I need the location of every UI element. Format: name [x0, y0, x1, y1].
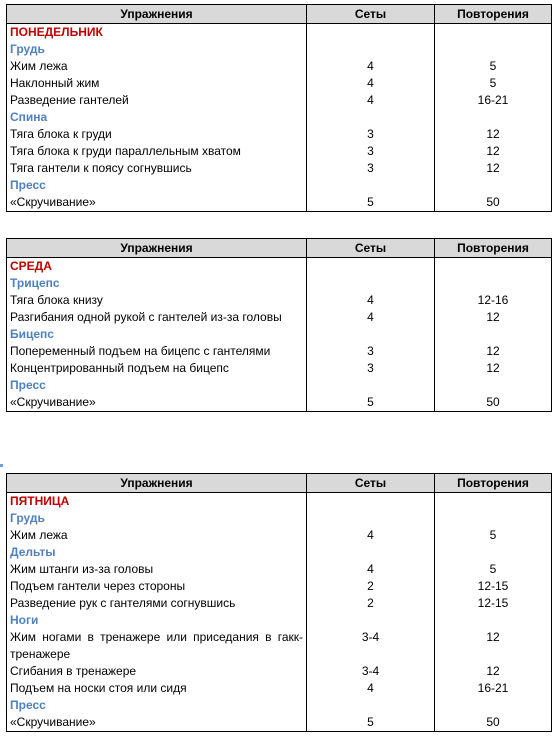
exercise-name: Попеременный подъем на бицепс с гантелями — [7, 343, 307, 360]
muscle-group-title: Пресс — [7, 697, 307, 714]
sets-value: 2 — [307, 578, 435, 595]
exercise-name: Разведение рук с гантелями согнувшись — [7, 595, 307, 612]
reps-value: 50 — [435, 394, 552, 412]
sets-value: 4 — [307, 58, 435, 75]
reps-value: 5 — [435, 561, 552, 578]
reps-value: 50 — [435, 194, 552, 212]
reps-value: 50 — [435, 714, 552, 732]
muscle-group-title: Пресс — [7, 177, 307, 194]
workout-table-wednesday — [6, 238, 552, 412]
table-row — [7, 126, 552, 143]
reps-value: 16-21 — [435, 680, 552, 697]
header-sets: Сеты — [307, 5, 435, 24]
day-row — [7, 24, 552, 42]
reps-value: 12 — [435, 143, 552, 160]
sets-value: 3-4 — [307, 629, 435, 663]
table-row — [7, 394, 552, 412]
group-row — [7, 109, 552, 126]
header-sets: Сеты — [307, 239, 435, 258]
header-reps: Повторения — [435, 474, 552, 493]
sets-value: 4 — [307, 680, 435, 697]
reps-value: 12 — [435, 663, 552, 680]
table-row — [7, 160, 552, 177]
group-row — [7, 275, 552, 292]
muscle-group-title: Грудь — [7, 41, 307, 58]
table-row — [7, 75, 552, 92]
day-row — [7, 258, 552, 276]
sets-value: 4 — [307, 292, 435, 309]
reps-value: 12 — [435, 160, 552, 177]
reps-value: 12-15 — [435, 578, 552, 595]
table-row — [7, 292, 552, 309]
header-reps: Повторения — [435, 5, 552, 24]
group-row — [7, 326, 552, 343]
table-row — [7, 578, 552, 595]
exercise-name: Тяга блока к груди параллельным хватом — [7, 143, 307, 160]
exercise-name: Разведение гантелей — [7, 92, 307, 109]
exercise-name: Жим ногами в тренажере или приседания в гакк-тренажере — [7, 629, 307, 663]
muscle-group-title: Ноги — [7, 612, 307, 629]
sets-value: 3 — [307, 360, 435, 377]
table-row — [7, 527, 552, 544]
group-row — [7, 544, 552, 561]
sets-value: 5 — [307, 194, 435, 212]
muscle-group-title: Спина — [7, 109, 307, 126]
header-reps: Повторения — [435, 239, 552, 258]
reps-value: 16-21 — [435, 92, 552, 109]
exercise-name: Подъем гантели через стороны — [7, 578, 307, 595]
exercise-name: Тяга блока книзу — [7, 292, 307, 309]
table-row — [7, 360, 552, 377]
sets-value: 3 — [307, 160, 435, 177]
sets-value: 4 — [307, 527, 435, 544]
sets-value: 3 — [307, 343, 435, 360]
exercise-name: Подъем на носки стоя или сидя — [7, 680, 307, 697]
table-row — [7, 595, 552, 612]
group-row — [7, 41, 552, 58]
group-row — [7, 697, 552, 714]
muscle-group-title: Пресс — [7, 377, 307, 394]
exercise-name: «Скручивание» — [7, 394, 307, 412]
table-row — [7, 663, 552, 680]
group-row — [7, 377, 552, 394]
muscle-group-title: Грудь — [7, 510, 307, 527]
sets-value: 4 — [307, 561, 435, 578]
group-row — [7, 612, 552, 629]
reps-value: 5 — [435, 75, 552, 92]
muscle-group-title: Дельты — [7, 544, 307, 561]
exercise-name: Сгибания в тренажере — [7, 663, 307, 680]
sets-value: 5 — [307, 394, 435, 412]
exercise-name: Тяга блока к груди — [7, 126, 307, 143]
exercise-name: Жим лежа — [7, 58, 307, 75]
workout-table-monday — [6, 4, 552, 212]
header-exercise: Упражнения — [7, 239, 307, 258]
table-row — [7, 680, 552, 697]
sets-value: 4 — [307, 309, 435, 326]
sets-value: 4 — [307, 75, 435, 92]
sets-value: 3 — [307, 143, 435, 160]
group-row — [7, 177, 552, 194]
table-row — [7, 343, 552, 360]
muscle-group-title: Бицепс — [7, 326, 307, 343]
stray-marker — [0, 464, 3, 467]
reps-value: 12-15 — [435, 595, 552, 612]
header-exercise: Упражнения — [7, 474, 307, 493]
table-row — [7, 58, 552, 75]
table-row — [7, 143, 552, 160]
group-row — [7, 510, 552, 527]
sets-value: 5 — [307, 714, 435, 732]
exercise-name: «Скручивание» — [7, 194, 307, 212]
table-row — [7, 194, 552, 212]
exercise-name: Наклонный жим — [7, 75, 307, 92]
reps-value: 12 — [435, 629, 552, 663]
header-exercise: Упражнения — [7, 5, 307, 24]
reps-value: 12 — [435, 343, 552, 360]
day-title: ПОНЕДЕЛЬНИК — [7, 24, 307, 42]
table-header-row — [7, 474, 552, 493]
day-title: СРЕДА — [7, 258, 307, 276]
reps-value: 12 — [435, 309, 552, 326]
sets-value: 3-4 — [307, 663, 435, 680]
table-row — [7, 629, 552, 663]
muscle-group-title: Трицепс — [7, 275, 307, 292]
reps-value: 12-16 — [435, 292, 552, 309]
sets-value: 2 — [307, 595, 435, 612]
day-row — [7, 493, 552, 511]
reps-value: 5 — [435, 58, 552, 75]
exercise-name: Жим лежа — [7, 527, 307, 544]
table-row — [7, 714, 552, 732]
table-header-row — [7, 239, 552, 258]
exercise-name: Концентрированный подъем на бицепс — [7, 360, 307, 377]
sets-value: 4 — [307, 92, 435, 109]
exercise-name: Тяга гантели к поясу согнувшись — [7, 160, 307, 177]
workout-table-friday — [6, 473, 552, 732]
sets-value: 3 — [307, 126, 435, 143]
exercise-name: «Скручивание» — [7, 714, 307, 732]
header-sets: Сеты — [307, 474, 435, 493]
table-row — [7, 561, 552, 578]
table-row — [7, 92, 552, 109]
day-title: ПЯТНИЦА — [7, 493, 307, 511]
reps-value: 5 — [435, 527, 552, 544]
reps-value: 12 — [435, 126, 552, 143]
reps-value: 12 — [435, 360, 552, 377]
exercise-name: Разгибания одной рукой с гантелей из-за головы — [7, 309, 307, 326]
table-header-row — [7, 5, 552, 24]
table-row — [7, 309, 552, 326]
exercise-name: Жим штанги из-за головы — [7, 561, 307, 578]
